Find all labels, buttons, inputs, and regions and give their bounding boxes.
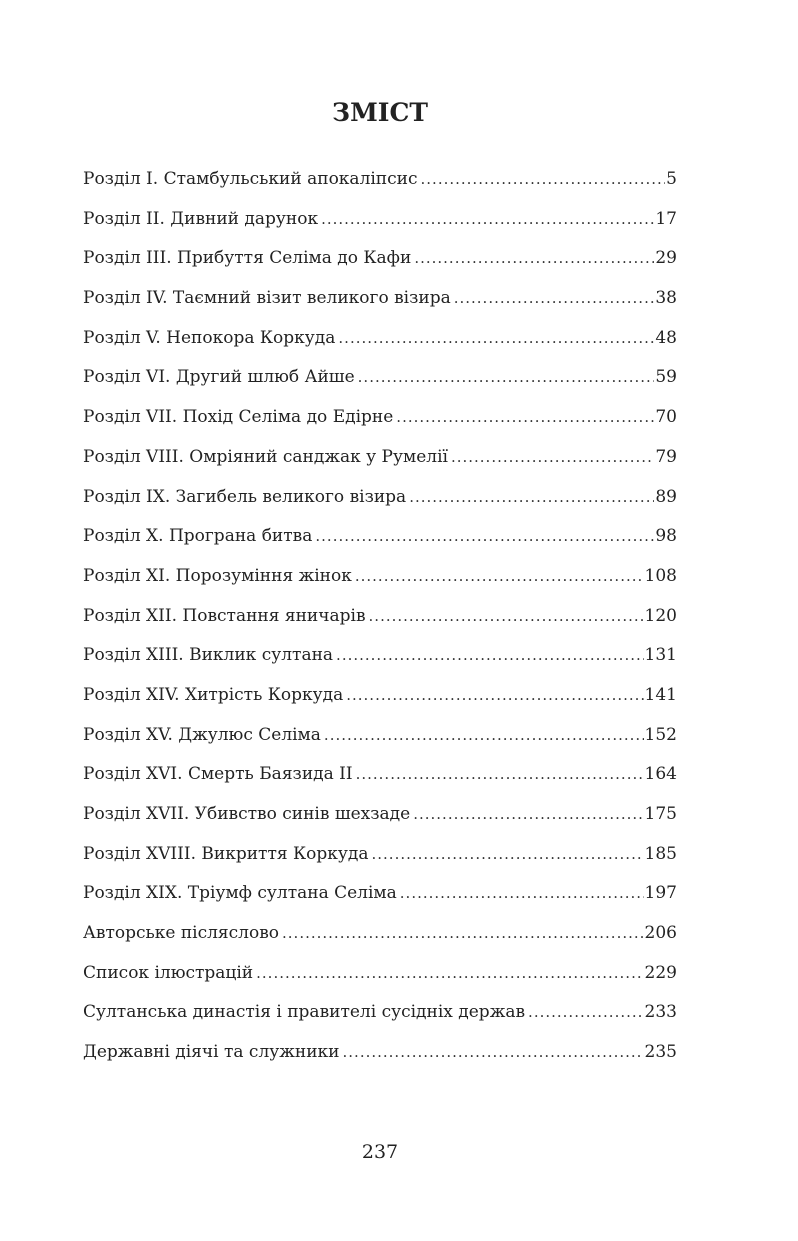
toc-entry	[83, 755, 677, 795]
toc-entry-page: 5	[666, 169, 677, 189]
toc-entry-title: Розділ XIV. Хитрість Коркуда	[83, 684, 344, 705]
toc-entry	[83, 478, 677, 518]
dot-leader	[372, 835, 644, 875]
dot-leader	[315, 517, 654, 557]
toc-entry	[83, 835, 677, 875]
toc-entry	[83, 438, 677, 478]
toc-entry	[83, 517, 677, 557]
dot-leader	[369, 597, 644, 637]
toc-entry-page: 197	[644, 883, 677, 904]
toc-entry-page: 152	[644, 724, 677, 745]
dot-leader	[355, 557, 644, 597]
toc-entry	[83, 1033, 677, 1073]
toc-entry	[83, 954, 677, 994]
toc-entry	[83, 795, 677, 835]
toc-entry-title: Розділ VIII. Омріяний санджак у Румелії	[83, 446, 448, 467]
dot-leader	[343, 1033, 644, 1073]
dot-leader	[256, 954, 643, 994]
toc-entry	[83, 358, 677, 398]
dot-leader	[321, 200, 654, 240]
toc-entry-page: 185	[644, 843, 677, 864]
dot-leader	[336, 636, 644, 676]
toc-entry-title: Розділ III. Прибуття Селіма до Кафи	[83, 248, 412, 269]
toc-entry-title: Розділ XVII. Убивство синів шехзаде	[83, 804, 411, 824]
page-title: ЗМІСТ	[332, 98, 428, 127]
toc-entry-page: 175	[644, 804, 677, 824]
toc-entry-title: Розділ XIX. Тріумф султана Селіма	[83, 883, 397, 904]
toc-entry-page: 98	[655, 526, 677, 547]
toc-entry-title: Розділ XIII. Виклик султана	[83, 645, 334, 666]
table-of-contents	[83, 160, 677, 1073]
toc-entry-title: Розділ V. Непокора Коркуда	[83, 327, 336, 348]
toc-entry-page: 164	[644, 764, 677, 785]
dot-leader	[282, 914, 644, 954]
dot-leader	[358, 358, 655, 398]
toc-entry	[83, 914, 677, 954]
toc-entry-page: 131	[644, 645, 677, 666]
toc-entry-title: Розділ IX. Загибель великого візира	[83, 486, 407, 507]
toc-entry-page: 235	[644, 1042, 677, 1063]
toc-entry	[83, 200, 677, 240]
toc-entry-page: 120	[644, 605, 677, 626]
toc-entry-title: Розділ XVI. Смерть Баязида II	[83, 764, 353, 785]
dot-leader	[528, 993, 644, 1033]
toc-entry-page: 229	[644, 962, 677, 983]
toc-entry-title: Список ілюстрацій	[83, 962, 254, 983]
toc-entry-page: 48	[655, 327, 677, 348]
dot-leader	[324, 716, 644, 756]
toc-entry-title: Розділ XII. Повстання яничарів	[83, 605, 366, 626]
toc-entry-title: Державні діячі та служники	[83, 1042, 340, 1063]
toc-entry-page: 206	[644, 923, 677, 944]
toc-entry	[83, 716, 677, 756]
dot-leader	[454, 279, 655, 319]
toc-entry-title: Розділ XV. Джулюс Селіма	[83, 724, 321, 745]
toc-entry-title: Султанська династія і правителі сусідніх держав	[83, 1002, 526, 1023]
toc-entry-title: Розділ XVIII. Викриття Коркуда	[83, 843, 369, 864]
dot-leader	[338, 319, 654, 359]
toc-entry-page: 89	[655, 486, 677, 507]
dot-leader	[409, 478, 654, 518]
toc-entry-title: Розділ I. Стамбульський апокаліпсис	[83, 169, 418, 189]
toc-entry-title: Авторське післяслово	[83, 923, 280, 944]
toc-entry	[83, 636, 677, 676]
toc-entry-page: 70	[655, 407, 677, 428]
toc-entry-page: 38	[655, 288, 677, 309]
toc-entry-title: Розділ XI. Порозуміння жінок	[83, 565, 352, 586]
toc-entry	[83, 319, 677, 359]
toc-entry	[83, 160, 677, 200]
toc-entry	[83, 597, 677, 637]
toc-entry	[83, 993, 677, 1033]
dot-leader	[346, 676, 643, 716]
toc-entry-page: 141	[644, 684, 677, 705]
toc-entry	[83, 239, 677, 279]
toc-entry-page: 79	[655, 446, 677, 467]
toc-entry	[83, 676, 677, 716]
dot-leader	[421, 160, 666, 200]
dot-leader	[400, 874, 644, 914]
toc-entry-page: 17	[655, 208, 677, 229]
toc-entry-page: 59	[655, 367, 677, 388]
toc-entry-title: Розділ IV. Таємний візит великого візира	[83, 288, 451, 309]
toc-entry	[83, 557, 677, 597]
dot-leader	[413, 795, 643, 835]
dot-leader	[414, 239, 654, 279]
toc-entry-page: 233	[644, 1002, 677, 1023]
toc-entry-page: 29	[655, 248, 677, 269]
toc-entry	[83, 874, 677, 914]
toc-entry-page: 108	[644, 565, 677, 586]
toc-entry-title: Розділ VI. Другий шлюб Айше	[83, 367, 355, 388]
dot-leader	[356, 755, 644, 795]
dot-leader	[451, 438, 654, 478]
toc-entry-title: Розділ II. Дивний дарунок	[83, 208, 319, 229]
page-number: 237	[361, 1141, 399, 1163]
toc-entry	[83, 398, 677, 438]
toc-entry-title: Розділ X. Програна битва	[83, 526, 313, 547]
dot-leader	[396, 398, 654, 438]
toc-entry-title: Розділ VII. Похід Селіма до Едірне	[83, 407, 394, 428]
toc-entry	[83, 279, 677, 319]
